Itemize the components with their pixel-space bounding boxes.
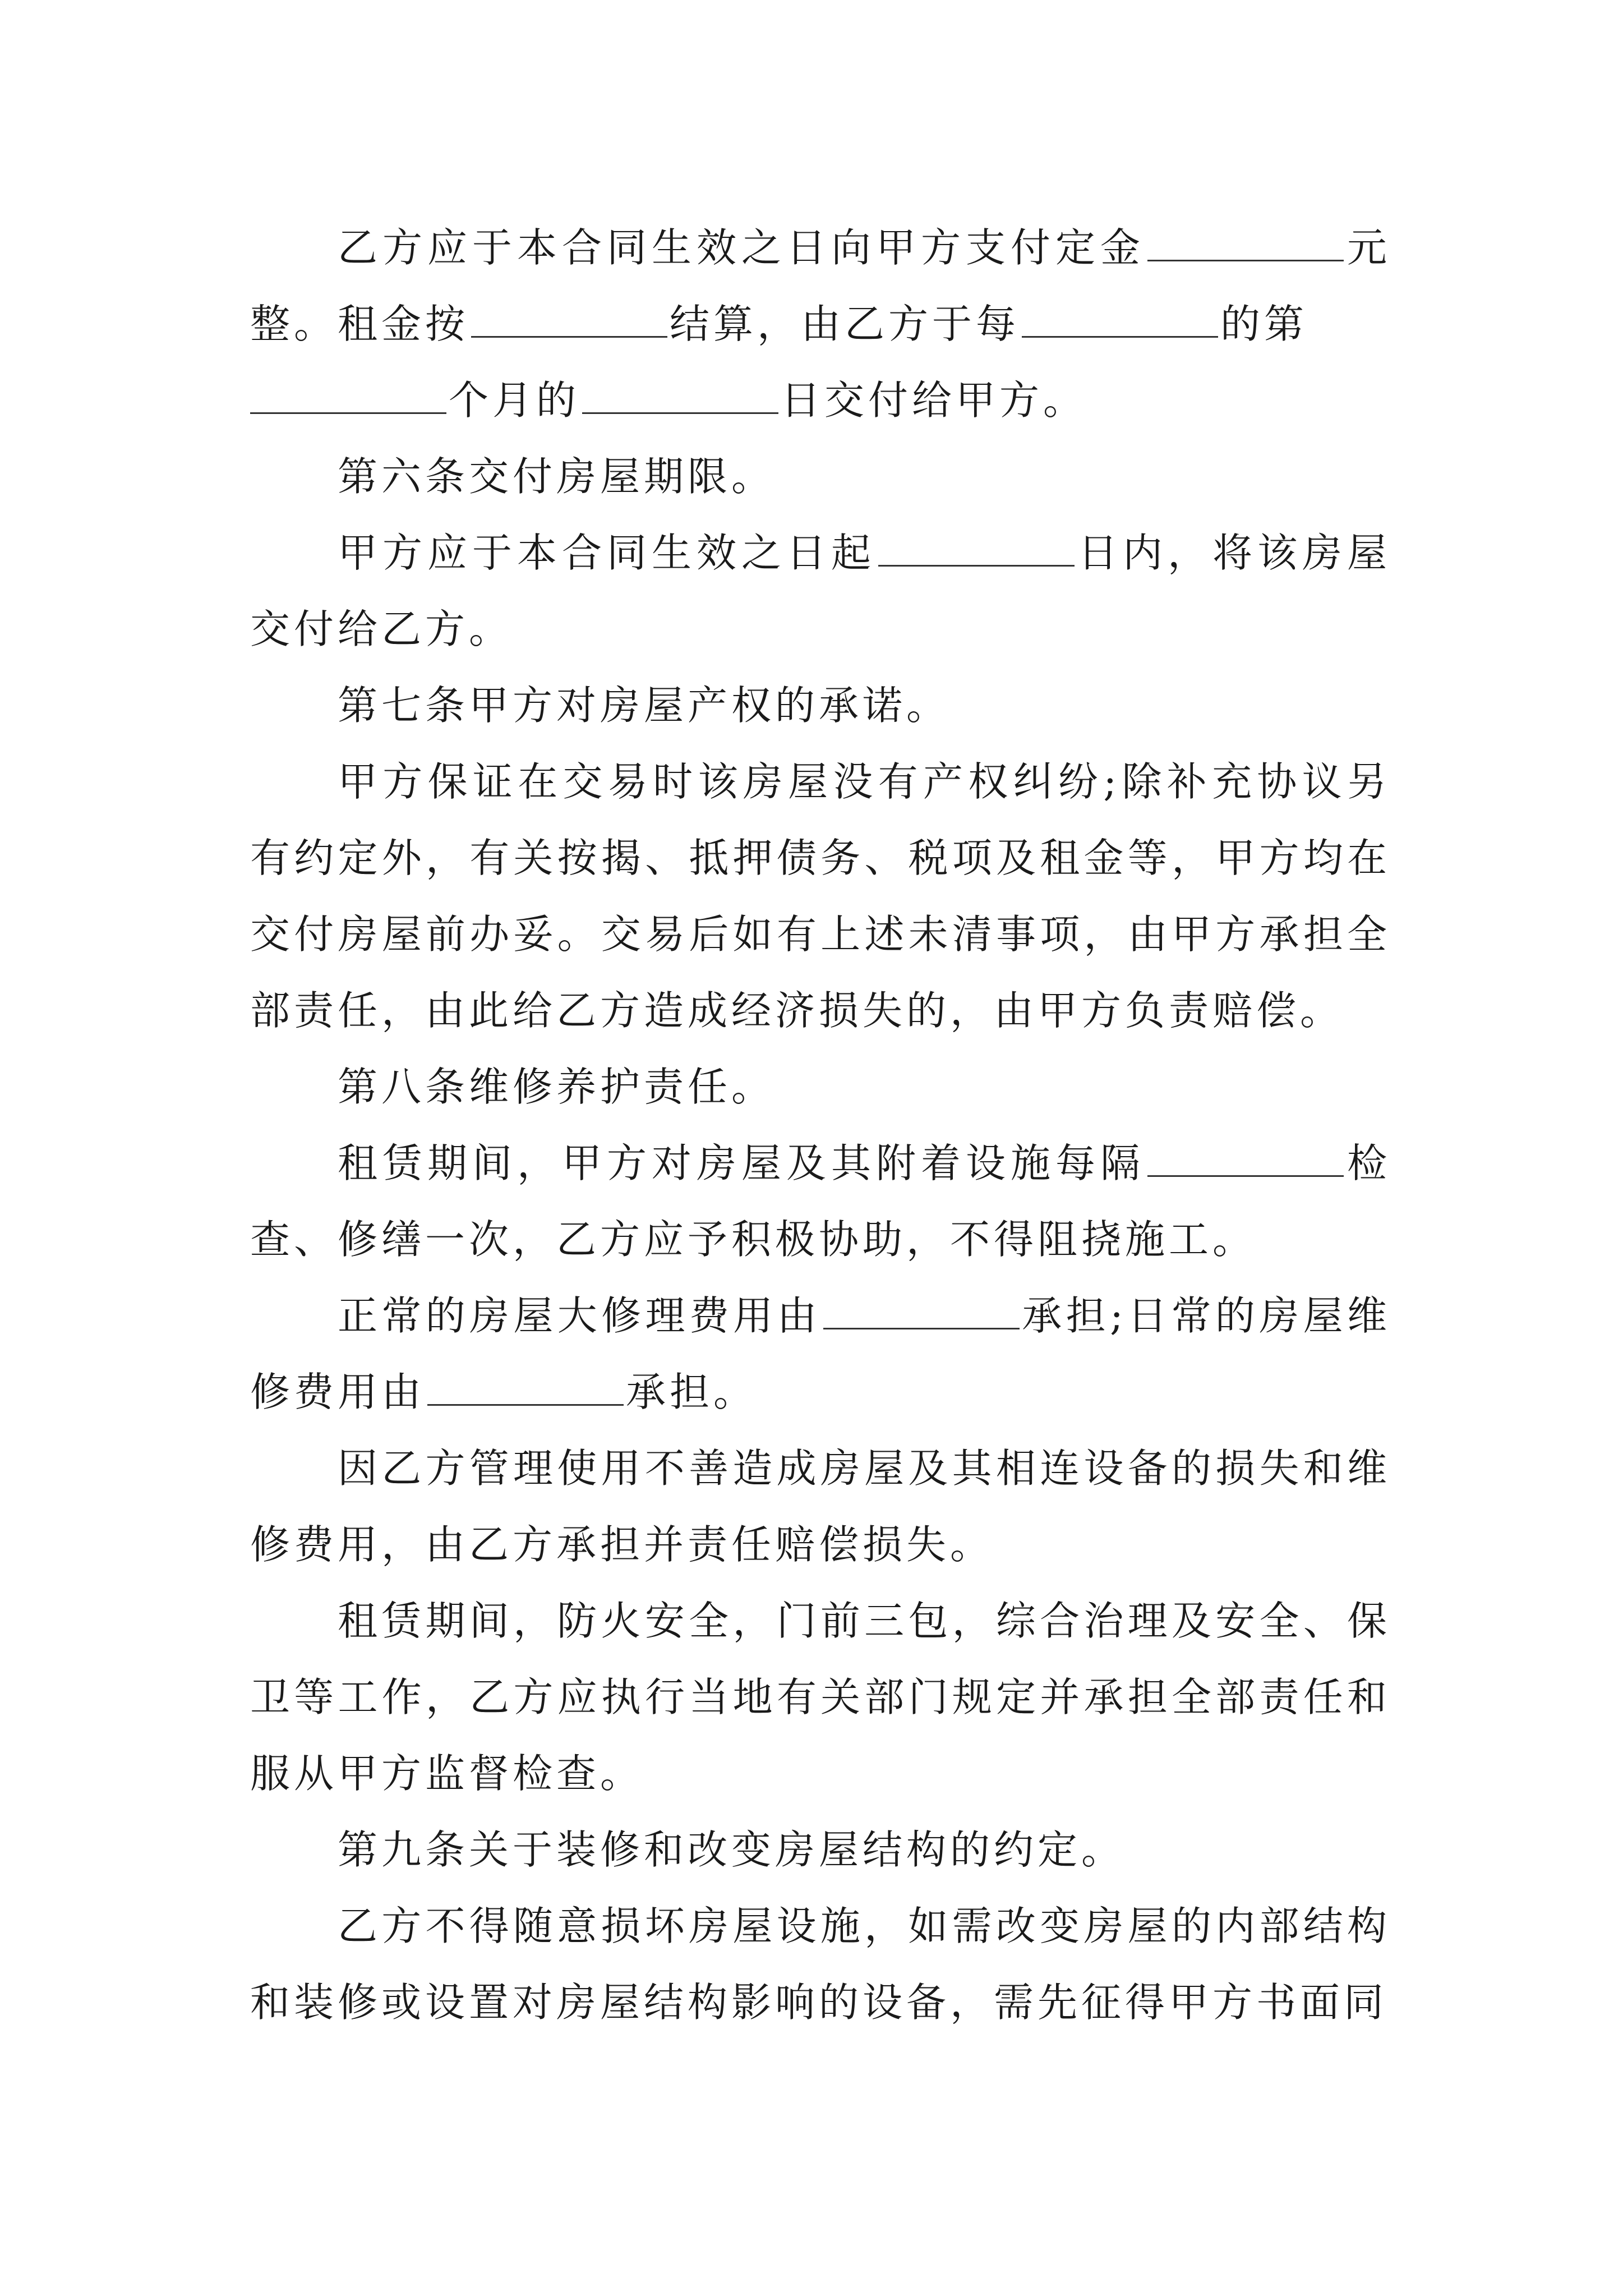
article-7-heading <box>250 668 1391 744</box>
blank-month-number[interactable] <box>250 379 446 414</box>
text-segment: 承担。 <box>626 1369 758 1415</box>
text-segment: 租赁期间，防火安全，门前三包，综合治理及安全、保卫等工作，乙方应执行当地有关部门规定并承担全部责任和服从甲方监督检查。 <box>250 1598 1391 1797</box>
text-segment: 乙方不得随意损坏房屋设施，如需改变房屋的内部结构和装修或设置对房屋结构影响的设备，需先征得甲方书面同 <box>250 1903 1391 2026</box>
blank-payment-day[interactable] <box>582 379 778 414</box>
paragraph-repair-costs <box>250 1278 1391 1430</box>
text-segment: 租赁期间，甲方对房屋及其附着设施每隔 <box>338 1140 1145 1186</box>
blank-major-repair-party[interactable] <box>823 1294 1020 1329</box>
text-segment: 的第 <box>1220 301 1308 347</box>
text-segment: 承担;日常的房屋维修费用由 <box>250 1292 1391 1415</box>
text-segment: 甲方应于本合同生效之日起 <box>338 530 876 576</box>
blank-settlement-method[interactable] <box>471 302 667 338</box>
paragraph-deposit-rent <box>250 210 1391 439</box>
text-segment: 乙方应于本合同生效之日向甲方支付定金 <box>338 224 1145 271</box>
text-segment: 正常的房屋大修理费用由 <box>338 1292 821 1339</box>
text-segment: 第六条交付房屋期限。 <box>338 453 776 500</box>
paragraph-renovation <box>250 1888 1391 2041</box>
text-segment: 个月的 <box>449 377 580 424</box>
blank-deposit-amount[interactable] <box>1147 226 1344 261</box>
blank-payment-period[interactable] <box>1022 302 1218 338</box>
text-segment: 第七条甲方对房屋产权的承诺。 <box>338 682 951 729</box>
text-segment: 日交付给甲方。 <box>781 377 1087 424</box>
text-segment: 元整。租金按 <box>250 224 1391 347</box>
paragraph-safety <box>250 1583 1391 1812</box>
text-segment: 第九条关于装修和改变房屋结构的约定。 <box>338 1826 1126 1873</box>
paragraph-damage-liability <box>250 1430 1391 1583</box>
article-6-heading <box>250 439 1391 515</box>
contract-body <box>250 210 1391 2041</box>
blank-delivery-days[interactable] <box>878 531 1075 567</box>
text-segment: 甲方保证在交易时该房屋没有产权纠纷;除补充协议另有约定外，有关按揭、抵押债务、税项及租金等，甲方均在交付房屋前办妥。交易后如有上述未清事项，由甲方承担全部责任，由此给乙方造成经济损失的，由甲方负责赔偿。 <box>250 758 1391 1034</box>
paragraph-inspection <box>250 1125 1391 1278</box>
paragraph-ownership <box>250 744 1391 1049</box>
text-segment: 第八条维修养护责任。 <box>338 1064 776 1110</box>
article-9-heading <box>250 1812 1391 1888</box>
paragraph-delivery <box>250 515 1391 668</box>
article-8-heading <box>250 1049 1391 1125</box>
text-segment: 结算，由乙方于每 <box>670 301 1020 347</box>
blank-daily-repair-party[interactable] <box>427 1370 624 1406</box>
text-segment: 因乙方管理使用不善造成房屋及其相连设备的损失和维修费用，由乙方承担并责任赔偿损失。 <box>250 1445 1391 1568</box>
blank-inspection-interval[interactable] <box>1147 1142 1344 1177</box>
text-segment: 日内，将该房屋交付给乙方。 <box>250 530 1391 652</box>
text-segment: 检查、修缮一次，乙方应予积极协助，不得阻挠施工。 <box>250 1140 1391 1263</box>
